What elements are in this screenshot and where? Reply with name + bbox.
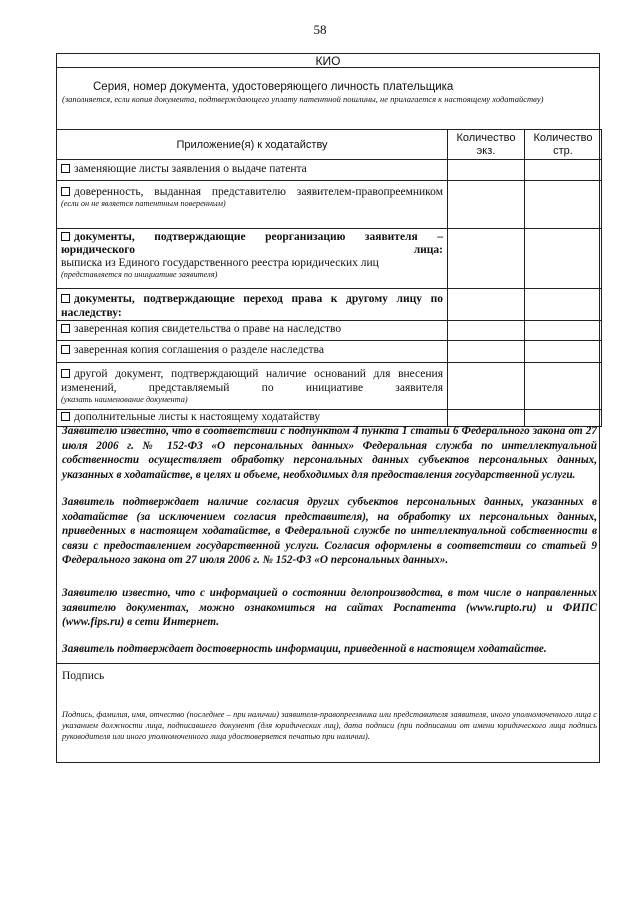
signature-note: Подпись, фамилия, имя, отчество (последнее – при наличии) заявителя-правопреемника или представителя заявителя, иного уполномоченного лица с указанием должности лица, подписавшего документ (для юридических лиц), дата подписи (при подписании от имени юридического лица подпись руководителя или иного уполномоченного лица удостоверяется печатью при наличии). [62, 710, 597, 741]
copies-cell[interactable] [448, 363, 525, 410]
row-note: (указать наименование документа) [61, 395, 188, 404]
accuracy-notice: Заявитель подтверждает достоверность информации, приведенной в настоящем ходатайстве. [62, 643, 547, 655]
pages-cell[interactable] [525, 289, 602, 321]
copies-cell[interactable] [448, 341, 525, 363]
table-row [57, 321, 602, 341]
row-text: заверенная копия свидетельства о праве на наследство [74, 323, 342, 335]
table-row [57, 181, 602, 229]
checkbox[interactable] [61, 369, 70, 378]
pages-cell[interactable] [525, 341, 602, 363]
row-bold-text: документы, подтверждающие переход права к другому лицу по наследству: [61, 293, 443, 319]
header-attachments: Приложение(я) к ходатайству [57, 130, 448, 160]
form-frame [56, 53, 600, 763]
checkbox[interactable] [61, 345, 70, 354]
pages-cell[interactable] [525, 363, 602, 410]
copies-cell[interactable] [448, 289, 525, 321]
table-row [57, 229, 602, 289]
kio-header: КИО [315, 54, 341, 68]
row-text: доверенность, выданная представителю заявителем-правопреемником [74, 186, 443, 198]
copies-cell[interactable] [448, 181, 525, 229]
pages-cell[interactable] [525, 229, 602, 289]
pages-cell[interactable] [525, 181, 602, 229]
checkbox[interactable] [61, 412, 70, 421]
table-row [57, 363, 602, 410]
row-text: заверенная копия соглашения о разделе наследства [74, 344, 324, 356]
table-row [57, 160, 602, 181]
divider [57, 67, 599, 68]
table-row [57, 289, 602, 321]
checkbox[interactable] [61, 324, 70, 333]
row-note: (если он не является патентным поверенным) [61, 199, 226, 208]
table-row [57, 341, 602, 363]
checkbox[interactable] [61, 164, 70, 173]
header-copies: Количество экз. [448, 130, 525, 160]
payer-id-label: Серия, номер документа, удостоверяющего личность плательщика [93, 81, 454, 93]
pages-cell[interactable] [525, 160, 602, 181]
divider [57, 663, 599, 664]
row-text: заменяющие листы заявления о выдаче патента [74, 163, 307, 175]
attachments-table [56, 129, 602, 427]
checkbox[interactable] [61, 232, 70, 241]
table-header-row [57, 130, 602, 160]
row-text: дополнительные листы к настоящему ходатайству [74, 411, 321, 423]
consent-notice: Заявитель подтверждает наличие согласия других субъектов персональных данных, указанных в ходатайстве (за исключением согласия представителя), на обработку их персональных данных, приведенных в настоящем ходатайстве, в Федеральной службе по интеллектуальной собственности в связи с предоставлением государственной услуги. Согласия оформлены в соответствии со статьей 9 Федерального закона от 27 июля 2006 г. № 152-ФЗ «О персональных данных». [62, 496, 597, 566]
checkbox[interactable] [61, 294, 70, 303]
pages-cell[interactable] [525, 321, 602, 341]
copies-cell[interactable] [448, 229, 525, 289]
row-note: (представляется по инициативе заявителя) [61, 270, 218, 279]
signature-label: Подпись [62, 670, 105, 682]
payer-id-note: (заполняется, если копия документа, подтверждающего уплату патентной пошлины, не прилагается к настоящему ходатайству) [62, 94, 544, 104]
row-bold-text: документы, подтверждающие реорганизацию заявителя – юридического лица: [61, 231, 443, 256]
copies-cell[interactable] [448, 321, 525, 341]
page-number: 58 [313, 22, 327, 37]
personal-data-notice: Заявителю известно, что в соответствии с подпунктом 4 пункта 1 статьи 6 Федерального закона от 27 июля 2006 г. № 152-ФЗ «О персональных данных» Федеральная служба по интеллектуальной собственности осуществляет обработку персональных данных субъектов персональных данных, указанных в ходатайстве, в целях и объеме, необходимых для предоставления государственной услуги. [62, 425, 597, 481]
row-text: другой документ, подтверждающий наличие оснований для внесения изменений, представляемый по инициативе заявителя [61, 368, 443, 394]
office-info-notice: Заявителю известно, что с информацией о состоянии делопроизводства, в том числе о направленных заявителю документах, можно ознакомиться на сайтах Роспатента (www.rupto.ru) и ФИПС (www.fips.ru) в сети Интернет. [62, 587, 597, 628]
checkbox[interactable] [61, 187, 70, 196]
header-pages: Количество стр. [525, 130, 602, 160]
copies-cell[interactable] [448, 160, 525, 181]
row-text: выписка из Единого государственного реестра юридических лиц [61, 257, 379, 269]
